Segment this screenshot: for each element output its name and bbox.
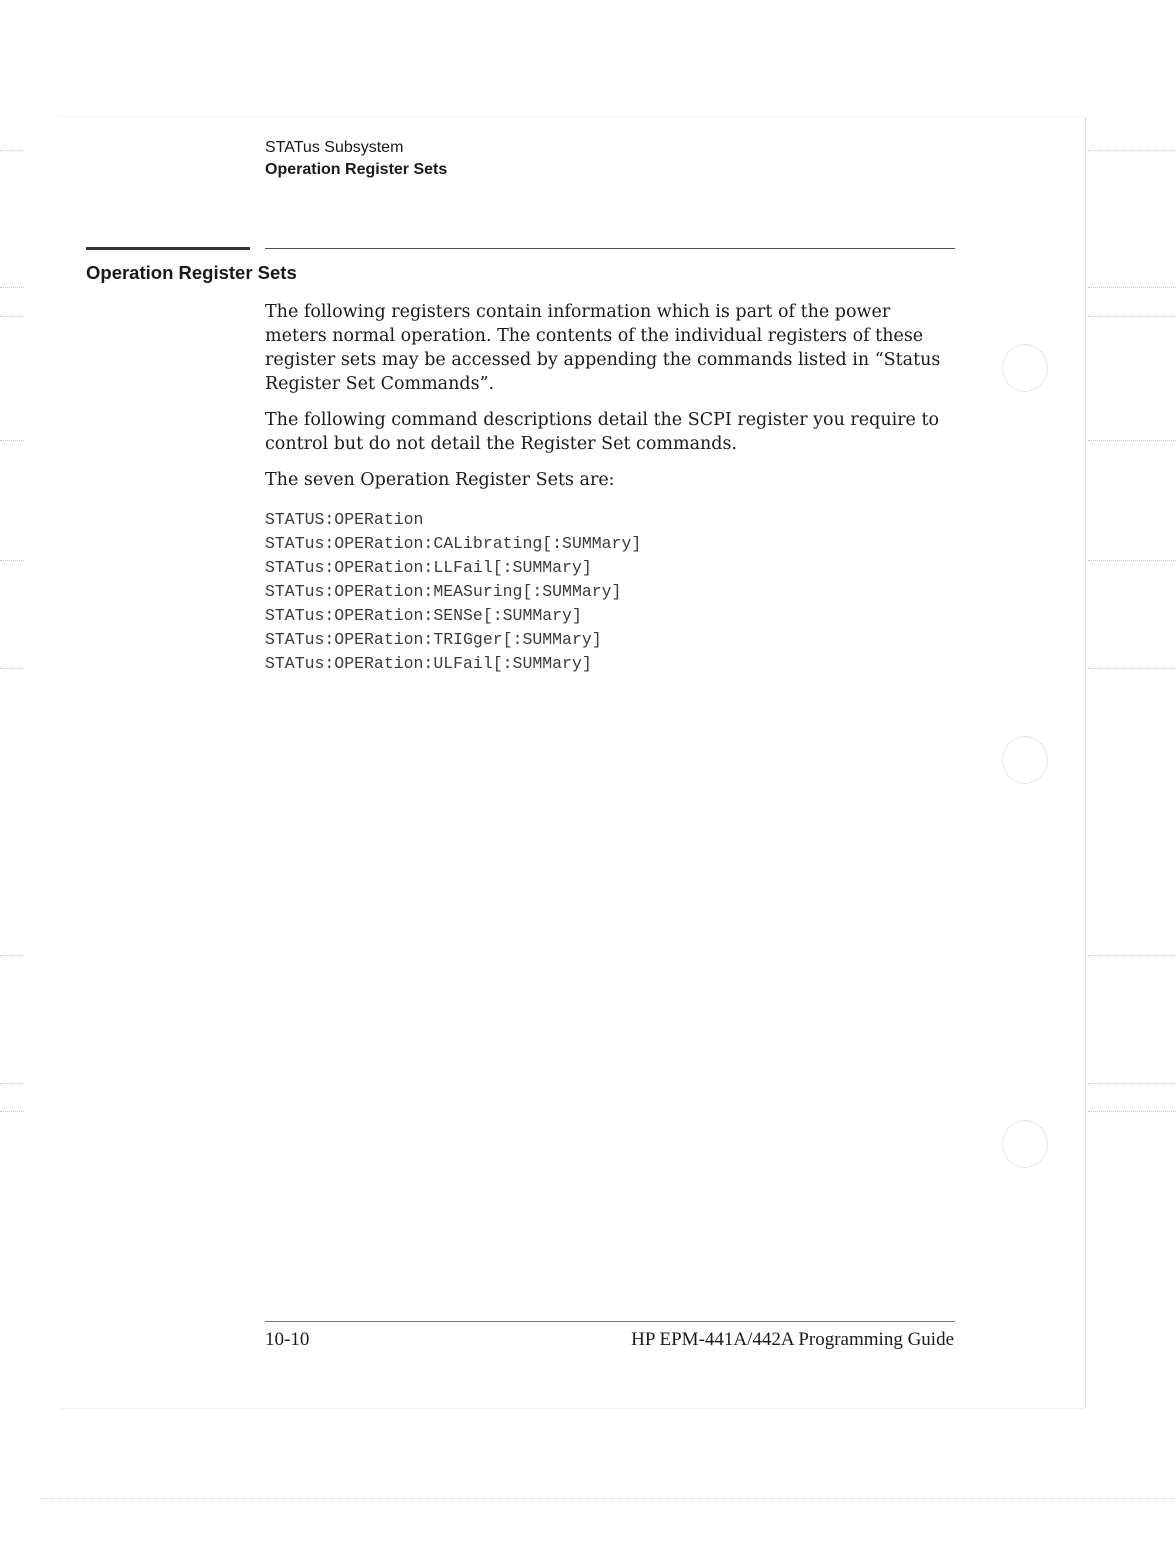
paragraph: The following command descriptions detail the SCPI register you require to control but do not detail the Register Set commands. — [265, 410, 940, 454]
edge-tick — [0, 668, 24, 669]
page-edge-right — [1085, 118, 1086, 1408]
edge-tick — [1088, 316, 1176, 317]
section-rule-thick — [86, 247, 250, 250]
edge-tick — [1088, 440, 1176, 441]
register-set-item: STATus:OPERation:TRIGger[:SUMMary] — [265, 630, 602, 649]
section-rule-thin — [265, 248, 955, 249]
page-edge-bottom-inner — [60, 1408, 1085, 1409]
page-edge-top — [60, 116, 1085, 117]
footer-rule — [265, 1321, 955, 1322]
section-title: Operation Register Sets — [265, 161, 448, 178]
running-header — [265, 137, 447, 181]
edge-tick — [0, 1111, 24, 1112]
edge-tick — [1088, 1083, 1176, 1084]
binder-hole — [1002, 736, 1048, 784]
page-number: 10-10 — [265, 1329, 310, 1350]
register-set-list — [265, 508, 955, 676]
chapter-title: STATus Subsystem — [265, 139, 404, 156]
edge-tick — [0, 440, 24, 441]
paragraph: The seven Operation Register Sets are: — [265, 470, 615, 490]
binder-hole — [1002, 344, 1048, 392]
register-set-item: STATus:OPERation:SENSe[:SUMMary] — [265, 606, 582, 625]
guide-title: HP EPM-441A/442A Programming Guide — [631, 1329, 954, 1350]
edge-tick — [0, 955, 24, 956]
edge-tick — [1088, 150, 1176, 151]
register-set-item: STATus:OPERation:CALibrating[:SUMMary] — [265, 534, 642, 553]
section-heading: Operation Register Sets — [86, 262, 297, 283]
register-set-item: STATus:OPERation:LLFail[:SUMMary] — [265, 558, 592, 577]
edge-tick — [1088, 287, 1176, 288]
paragraph: The following registers contain information which is part of the power meters normal operation. The contents of the individual registers of these register sets may be accessed by appending the commands listed in “Status Register Set Commands”. — [265, 302, 941, 394]
edge-tick — [1088, 955, 1176, 956]
edge-tick — [0, 287, 24, 288]
page-edge-bottom — [40, 1498, 1176, 1499]
edge-tick — [0, 150, 24, 151]
register-set-item: STATus:OPERation:ULFail[:SUMMary] — [265, 654, 592, 673]
binder-hole — [1002, 1120, 1048, 1168]
edge-tick — [1088, 560, 1176, 561]
body-text — [265, 300, 955, 676]
edge-tick — [0, 1083, 24, 1084]
register-set-item: STATus:OPERation:MEASuring[:SUMMary] — [265, 582, 622, 601]
edge-tick — [0, 316, 24, 317]
register-set-item: STATUS:OPERation — [265, 510, 424, 529]
edge-tick — [1088, 668, 1176, 669]
edge-tick — [0, 560, 24, 561]
edge-tick — [1088, 1111, 1176, 1112]
